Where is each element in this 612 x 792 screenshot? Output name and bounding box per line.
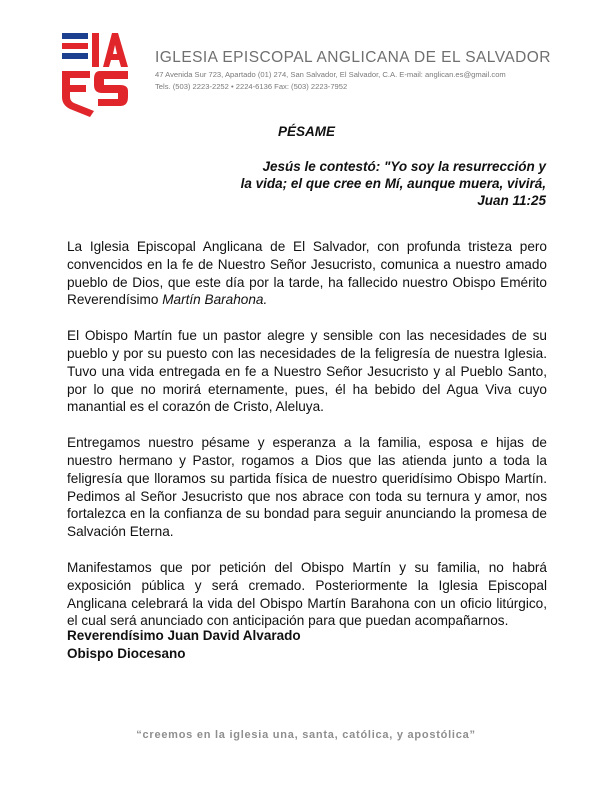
- logo-letters-es: [62, 71, 128, 117]
- scripture-quote: [241, 158, 546, 209]
- paragraph-3: Entregamos nuestro pésame y esperanza a la familia, esposa e hijas de nuestro hermano y Pastor, rogamos a Dios que las atienda junto a toda la feligresía que lloramos su partida física de nuestro queridísimo Obispo Martín. Pedimos al Señor Jesucristo que nos abrace con toda su ternura y amor, nos fortalezca en la confianza de su bondad para seguir anunciando la promesa de Salvación Eterna.: [67, 435, 547, 540]
- footer-motto: “creemos en la iglesia una, santa, católica, y apostólica”: [136, 729, 476, 741]
- letter-body: [67, 238, 547, 648]
- organization-address: 47 Avenida Sur 723, Apartado (01) 274, San Salvador, El Salvador, C.A. E-mail: anglican.es@gmail.com: [155, 70, 506, 79]
- organization-phones: Tels. (503) 2223-2252 • 2224-6136 Fax: (503) 2223-7952: [155, 82, 348, 91]
- logo-flag-stripes: [62, 33, 88, 59]
- iaes-logo: [60, 33, 130, 117]
- paragraph-1: [67, 238, 547, 309]
- organization-name: IGLESIA EPISCOPAL ANGLICANA DE EL SALVADOR: [155, 49, 551, 66]
- paragraph-4: Manifestamos que por petición del Obispo Martín y su familia, no habrá exposición pública y será cremado. Posteriormente la Iglesia Episcopal Anglicana celebrará la vida del Obispo Martín Barahona con un oficio litúrgico, el cual será anunciado con anticipación para que puedan acompañarnos.: [67, 559, 547, 629]
- logo-letters-ia: [92, 33, 128, 67]
- letterhead: [155, 49, 605, 91]
- quote-line-1: Jesús le contestó: "Yo soy la resurrección y: [262, 159, 546, 174]
- quote-line-2: la vida; el que cree en Mí, aunque muera, vivirá,: [240, 176, 546, 191]
- paragraph-2: El Obispo Martín fue un pastor alegre y sensible con las necesidades de su pueblo y por su puesto con las necesidades de la feligresía de nuestra Iglesia. Tuvo una vida entregada en fe a Nuestro Señor Jesucristo y al Pueblo Santo, por lo que no morirá eternamente, pues, él ha bebido del Agua Viva cuyo manantial es el corazón de Cristo, Aleluya.: [67, 328, 547, 415]
- signature-block: [67, 627, 301, 663]
- quote-reference: Juan 11:25: [477, 193, 546, 208]
- signatory-name: Reverendísimo Juan David Alvarado: [67, 628, 301, 643]
- deceased-name: Martín Barahona.: [162, 292, 268, 308]
- document-title: PÉSAME: [278, 124, 336, 139]
- signatory-role: Obispo Diocesano: [67, 646, 186, 661]
- paragraph-1-text: La Iglesia Episcopal Anglicana de El Salvador, con profunda tristeza pero convencidos en la fe de Nuestro Señor Jesucristo, comunica a nuestro amado pueblo de Dios, que este día por la tarde, ha fallecido nuestro Obispo Emérito Reverendísimo: [67, 239, 547, 308]
